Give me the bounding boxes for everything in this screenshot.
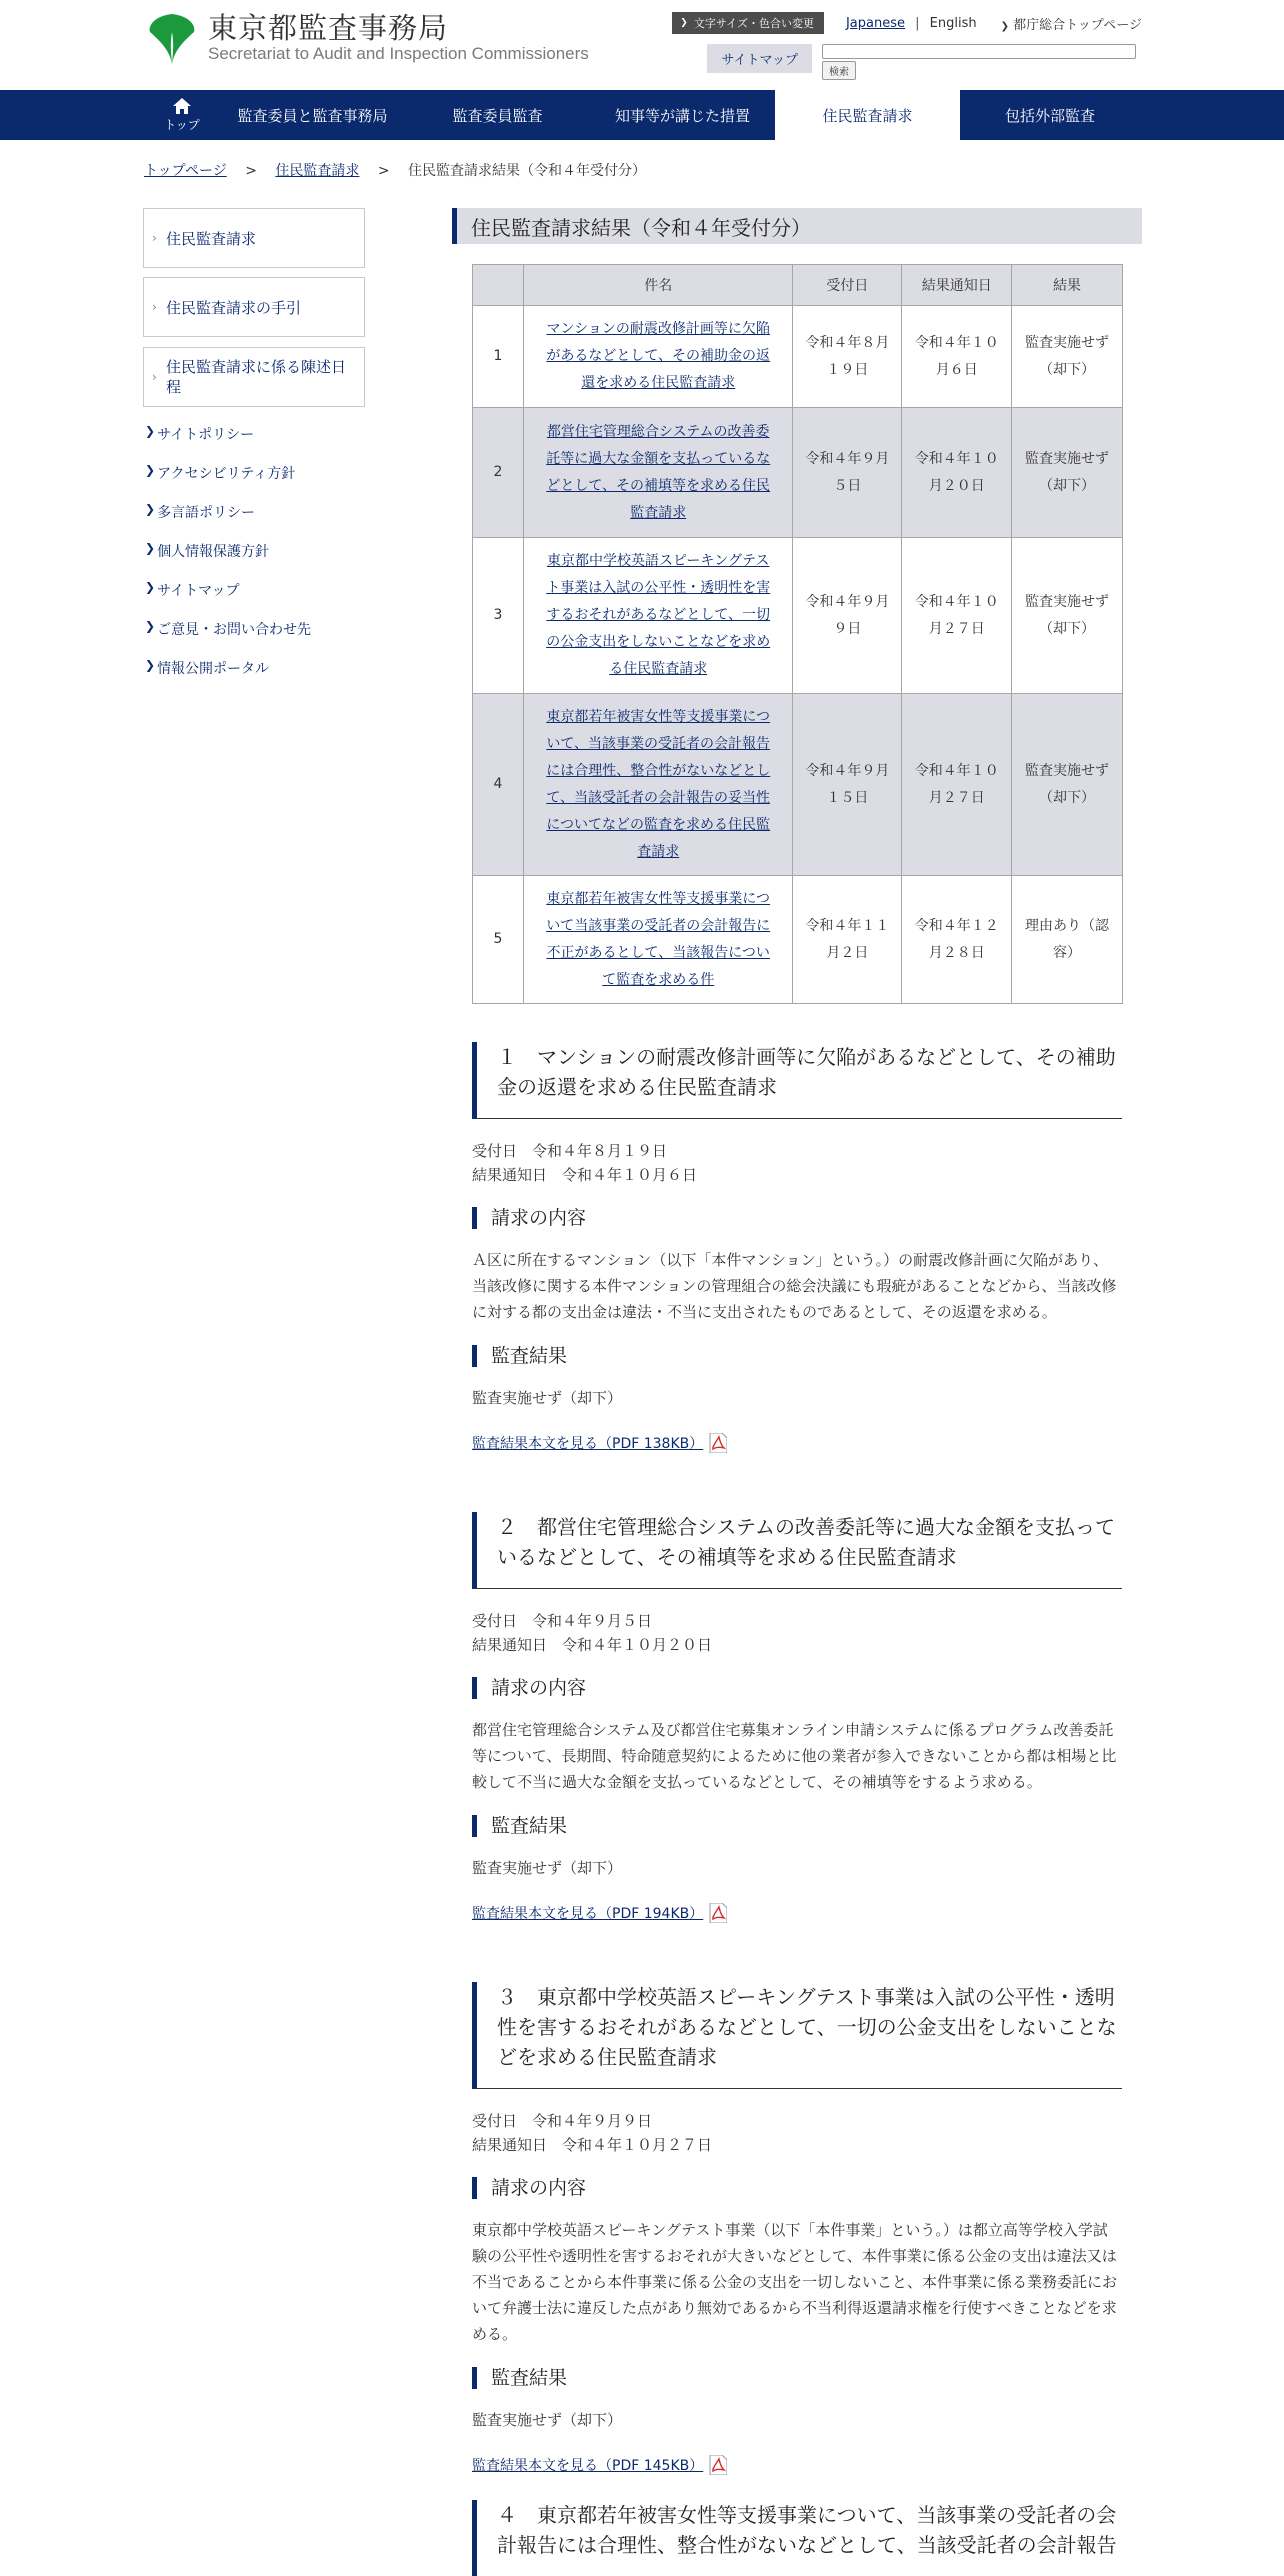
table-header-result: 結果: [1012, 265, 1123, 306]
site-header: [0, 0, 1284, 90]
row-no: 2: [473, 408, 524, 538]
row-received: 令和４年１１月２日: [793, 876, 902, 1004]
table-header-row: [473, 265, 1123, 306]
row-result: 監査実施せず（却下）: [1012, 694, 1123, 876]
lang-english-link[interactable]: English: [929, 15, 977, 31]
result-text: 監査実施せず（却下）: [472, 1389, 623, 1407]
received-value: 令和４年９月９日: [532, 2112, 653, 2130]
notified-value: 令和４年１０月２７日: [562, 2136, 713, 2154]
request-section-4: [472, 2500, 1122, 2576]
lang-separator: |: [915, 15, 920, 31]
pdf-link-text[interactable]: 監査結果本文を見る（PDF 194KB）: [472, 1906, 704, 1922]
row-received: 令和４年９月５日: [793, 408, 902, 538]
table-header-notified: 結果通知日: [902, 265, 1012, 306]
received-label: 受付日: [472, 1612, 518, 1630]
sidebar-policy-links: [145, 424, 311, 697]
pdf-link[interactable]: [472, 1903, 1122, 1923]
table-row: [473, 876, 1123, 1004]
row-no: 3: [473, 538, 524, 694]
sidebar-link-label: サイトポリシー: [157, 427, 255, 443]
search-button[interactable]: 検索: [822, 61, 856, 80]
row-received: 令和４年９月９日: [793, 538, 902, 694]
pdf-link[interactable]: [472, 1433, 1122, 1453]
nav-item-measures[interactable]: 知事等が講じた措置: [614, 106, 750, 125]
nav-item-external-audit[interactable]: 包括外部監査: [1004, 106, 1095, 125]
chevron-right-icon: ❯: [1000, 20, 1010, 32]
row-received: 令和４年９月１５日: [793, 694, 902, 876]
notified-label: 結果通知日: [472, 2136, 548, 2154]
sidebar-link-label: 多言語ポリシー: [157, 505, 256, 521]
sidebar-item-label: 住民監査請求に係る陳述日程: [166, 358, 347, 396]
sidebar-link-site-policy[interactable]: [145, 424, 311, 463]
row-notified: 令和４年１０月２７日: [902, 694, 1012, 876]
received-label: 受付日: [472, 1142, 518, 1160]
home-icon: [173, 98, 191, 114]
sidebar-link-label: 個人情報保護方針: [157, 544, 270, 560]
row-subject-link[interactable]: 東京都若年被害女性等支援事業について当該事業の受託者の会計報告に不正があるとして、当該報告について監査を求める件: [546, 890, 771, 988]
sidebar-link-info-portal[interactable]: [145, 658, 311, 697]
search-area: [707, 44, 1136, 80]
result-heading: 監査結果: [472, 1815, 1122, 1837]
section-heading: ４ 東京都若年被害女性等支援事業について、当該事業の受託者の会計報告には合理性、整合性がないなどとして、当該受託者の会計報告: [472, 2500, 1122, 2576]
section-dates: [472, 1609, 1122, 1657]
nav-home-label: トップ: [164, 117, 200, 132]
row-subject-link[interactable]: 東京都若年被害女性等支援事業について、当該事業の受託者の会計報告には合理性、整合性がないなどとして、当該受託者の会計報告の妥当性についてなどの監査を求める住民監査請求: [546, 708, 771, 860]
table-row: [473, 306, 1123, 408]
chevron-right-icon: ❯: [680, 18, 688, 28]
row-result: 監査実施せず（却下）: [1012, 408, 1123, 538]
request-section-1: [472, 1042, 1122, 1453]
row-notified: 令和４年１０月２０日: [902, 408, 1012, 538]
logo-title-en: Secretariat to Audit and Inspection Commissioners: [208, 44, 589, 63]
chevron-right-icon: ❯: [145, 463, 156, 477]
site-logo[interactable]: [144, 10, 589, 66]
sidebar-link-contact[interactable]: [145, 619, 311, 658]
result-heading: 監査結果: [472, 2367, 1122, 2389]
sidebar-link-label: ご意見・お問い合わせ先: [157, 622, 312, 638]
sidebar-link-privacy[interactable]: [145, 541, 311, 580]
row-subject-link[interactable]: マンションの耐震改修計画等に欠陥があるなどとして、その補助金の返還を求める住民監査請求: [546, 321, 771, 391]
content-text: 都営住宅管理総合システム及び都営住宅募集オンライン申請システムに係るプログラム改善委託等について、長期間、特命随意契約によるために他の業者が参入できないことから都は相場と比較して不当に過大な金額を支払っているなどとして、その補填等をするよう求める。: [472, 1721, 1117, 1791]
row-notified: 令和４年１０月２７日: [902, 538, 1012, 694]
breadcrumb-current: 住民監査請求結果（令和４年受付分）: [408, 163, 647, 179]
font-size-color-button[interactable]: [672, 12, 824, 34]
chevron-right-icon: ❯: [145, 658, 156, 672]
notified-label: 結果通知日: [472, 1166, 548, 1184]
row-result: 理由あり（認容）: [1012, 876, 1123, 1004]
pdf-link[interactable]: [472, 2455, 1122, 2475]
row-notified: 令和４年１０月６日: [902, 306, 1012, 408]
pdf-icon: [709, 2455, 727, 2475]
sidebar-link-label: 情報公開ポータル: [157, 661, 270, 677]
global-nav: [0, 90, 1284, 140]
sidebar-item-resident-audit[interactable]: [143, 208, 365, 268]
breadcrumb-sep: >: [377, 163, 390, 179]
sidebar-item-schedule[interactable]: [143, 347, 365, 407]
nav-item-commissioners[interactable]: 監査委員と監査事務局: [237, 106, 388, 125]
row-no: 5: [473, 876, 524, 1004]
section-dates: [472, 1139, 1122, 1187]
utility-links: [672, 12, 1142, 34]
chevron-right-icon: ›: [152, 370, 157, 384]
pdf-icon: [709, 1433, 727, 1453]
content-heading: 請求の内容: [472, 2177, 1122, 2199]
row-received: 令和４年８月１９日: [793, 306, 902, 408]
summary-table: [472, 264, 1123, 1004]
table-row: [473, 694, 1123, 876]
chevron-right-icon: ❯: [145, 580, 156, 594]
breadcrumb-top[interactable]: トップページ: [144, 163, 227, 179]
logo-title-jp: 東京都監査事務局: [208, 11, 449, 45]
chevron-right-icon: ❯: [145, 502, 156, 516]
row-result: 監査実施せず（却下）: [1012, 538, 1123, 694]
gov-top-link[interactable]: [1001, 14, 1142, 33]
page-title: 住民監査請求結果（令和４年受付分）: [452, 208, 1142, 244]
notified-label: 結果通知日: [472, 1636, 548, 1654]
sidebar-item-guide[interactable]: [143, 277, 365, 337]
nav-home[interactable]: [144, 90, 220, 140]
section-heading: １ マンションの耐震改修計画等に欠陥があるなどとして、その補助金の返還を求める住民監査請求: [472, 1042, 1122, 1119]
received-value: 令和４年９月５日: [532, 1612, 653, 1630]
received-value: 令和４年８月１９日: [532, 1142, 668, 1160]
sidebar-link-sitemap[interactable]: [145, 580, 311, 619]
table-header-subject: 件名: [523, 265, 793, 306]
sidebar-item-label: 住民監査請求: [166, 229, 257, 248]
request-section-3: [472, 1982, 1122, 2475]
sitemap-button[interactable]: サイトマップ: [707, 44, 812, 73]
chevron-right-icon: ›: [152, 300, 157, 314]
chevron-right-icon: ❯: [145, 424, 156, 438]
content-text: Ａ区に所在するマンション（以下「本件マンション」という。）の耐震改修計画に欠陥があり、当該改修に関する本件マンションの管理組合の総会決議にも瑕疵があることなどから、当該改修に対する都の支出金は違法・不当に支出されたものであるとして、その返還を求める。: [472, 1251, 1117, 1321]
notified-value: 令和４年１０月６日: [562, 1166, 698, 1184]
pdf-icon: [709, 1903, 727, 1923]
gov-top-label: 都庁総合トップページ: [1013, 17, 1142, 33]
content-heading: 請求の内容: [472, 1677, 1122, 1699]
content-text: 東京都中学校英語スピーキングテスト事業（以下「本件事業」という。）は都立高等学校入学試験の公平性や透明性を害するおそれが大きいなどとして、本件事業に係る公金の支出は違法又は不当であることから本件事業に係る公金の支出を一切しないこと、本件事業に係る業務委託において弁護士法に違反した点があり無効であるから不当利得返還請求権を行使すべきことなどを求める。: [472, 2221, 1118, 2343]
table-header-no: [473, 265, 524, 306]
breadcrumb: [144, 160, 646, 180]
language-switch: [846, 16, 977, 31]
row-result: 監査実施せず（却下）: [1012, 306, 1123, 408]
row-notified: 令和４年１２月２８日: [902, 876, 1012, 1004]
sidebar-link-label: サイトマップ: [157, 583, 240, 599]
result-text: 監査実施せず（却下）: [472, 2411, 623, 2429]
result-text: 監査実施せず（却下）: [472, 1859, 623, 1877]
content-heading: 請求の内容: [472, 1207, 1122, 1229]
ginkgo-logo-icon: [144, 10, 200, 66]
table-header-received: 受付日: [793, 265, 902, 306]
nav-item-resident-audit[interactable]: 住民監査請求: [775, 90, 960, 140]
breadcrumb-resident-audit[interactable]: 住民監査請求: [275, 163, 360, 179]
sidebar-link-accessibility[interactable]: [145, 463, 311, 502]
chevron-right-icon: ❯: [145, 619, 156, 633]
nav-item-audit[interactable]: 監査委員監査: [452, 106, 543, 125]
result-heading: 監査結果: [472, 1345, 1122, 1367]
font-size-color-label: 文字サイズ・色合い変更: [693, 17, 814, 30]
row-subject-link[interactable]: 都営住宅管理総合システムの改善委託等に過大な金額を支払っているなどとして、その補填等を求める住民監査請求: [546, 423, 771, 521]
chevron-right-icon: ›: [152, 231, 157, 245]
row-no: 4: [473, 694, 524, 876]
lang-japanese-link[interactable]: Japanese: [845, 15, 905, 31]
sidebar-link-multilingual[interactable]: [145, 502, 311, 541]
section-heading: ３ 東京都中学校英語スピーキングテスト事業は入試の公平性・透明性を害するおそれがあるなどとして、一切の公金支出をしないことなどを求める住民監査請求: [472, 1982, 1122, 2089]
pdf-link-text[interactable]: 監査結果本文を見る（PDF 145KB）: [472, 2458, 704, 2474]
sidebar-link-label: アクセシビリティ方針: [157, 466, 296, 482]
section-dates: [472, 2109, 1122, 2157]
section-heading: ２ 都営住宅管理総合システムの改善委託等に過大な金額を支払っているなどとして、その補填等を求める住民監査請求: [472, 1512, 1122, 1589]
search-input[interactable]: [822, 44, 1136, 59]
received-label: 受付日: [472, 2112, 518, 2130]
table-row: [473, 408, 1123, 538]
row-no: 1: [473, 306, 524, 408]
breadcrumb-sep: >: [245, 163, 257, 179]
row-subject-link[interactable]: 東京都中学校英語スピーキングテスト事業は入試の公平性・透明性を害するおそれがあるなどとして、一切の公金支出をしないことなどを求める住民監査請求: [546, 553, 771, 677]
table-row: [473, 538, 1123, 694]
pdf-link-text[interactable]: 監査結果本文を見る（PDF 138KB）: [472, 1436, 704, 1452]
chevron-right-icon: ❯: [145, 541, 156, 555]
request-section-2: [472, 1512, 1122, 1923]
notified-value: 令和４年１０月２０日: [562, 1636, 713, 1654]
sidebar-item-label: 住民監査請求の手引: [166, 298, 302, 317]
